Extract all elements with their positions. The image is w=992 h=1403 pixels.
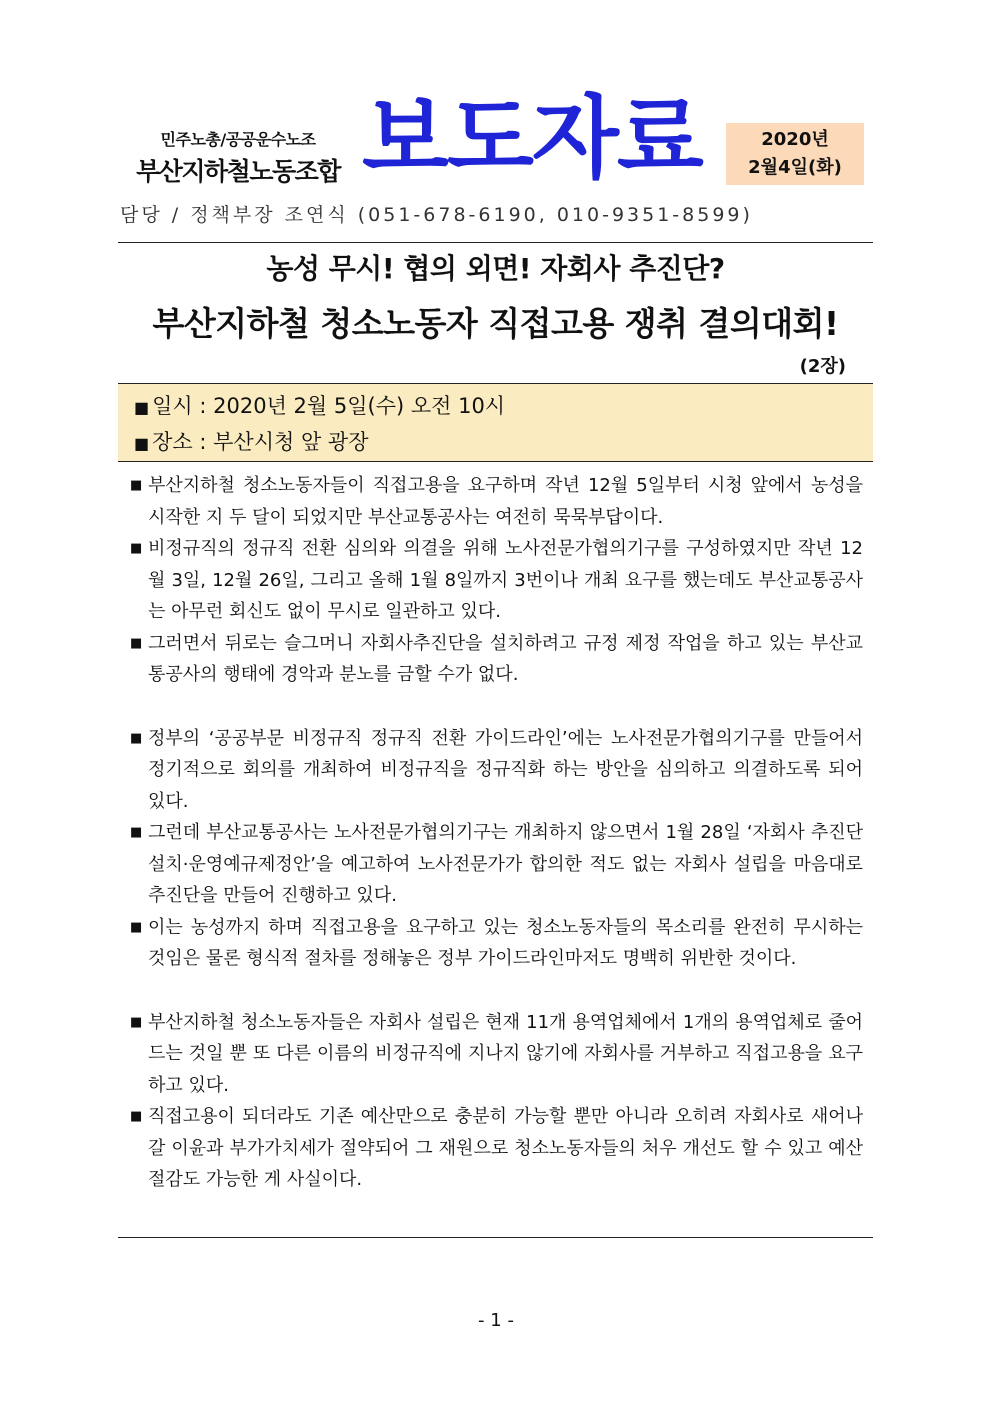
- org-affiliation: 민주노총/공공운수노조: [160, 130, 316, 149]
- list-item: [130, 1101, 863, 1196]
- square-bullet-icon: ■: [130, 825, 143, 840]
- square-bullet-icon: ■: [130, 1109, 143, 1124]
- list-item: [130, 1007, 863, 1102]
- square-bullet-icon: ■: [134, 434, 150, 453]
- paragraph-text: 이는 농성까지 하며 직접고용을 요구하고 있는 청소노동자들의 목소리를 완전히 무시하는 것임은 물론 형식적 절차를 정해놓은 정부 가이드라인마저도 명백히 위반한 것이다.: [148, 916, 863, 969]
- contact-info: 담당 / 정책부장 조연식 (051-678-6190, 010-9351-8599): [120, 204, 753, 226]
- body-text: [130, 470, 863, 1196]
- release-date-box: [726, 123, 864, 185]
- list-item: [130, 628, 863, 691]
- divider-top: [118, 242, 873, 243]
- release-year: 2020년: [761, 129, 829, 150]
- event-place: [134, 426, 368, 456]
- event-date: [134, 390, 505, 420]
- page-count: (2장): [799, 356, 846, 377]
- page-number: - 1 -: [478, 1310, 514, 1331]
- square-bullet-icon: ■: [130, 1014, 143, 1030]
- list-item: [130, 817, 863, 912]
- headline-line-2: 부산지하철 청소노동자 직접고용 쟁취 결의대회!: [152, 304, 839, 343]
- square-bullet-icon: ■: [130, 541, 143, 556]
- event-date-text: 일시 : 2020년 2월 5일(수) 오전 10시: [152, 394, 506, 418]
- list-item: [130, 912, 863, 975]
- header: [118, 86, 873, 195]
- square-bullet-icon: ■: [130, 919, 143, 935]
- list-item: [130, 723, 863, 818]
- paragraph-text: 부산지하철 청소노동자들은 자회사 설립은 현재 11개 용역업체에서 1개의 용역업체로 줄어드는 것일 뿐 또 다른 이름의 비정규직에 지나지 않기에 자회사를 거부하고 직접고용을 요구하고 있다.: [148, 1011, 863, 1096]
- square-bullet-icon: ■: [130, 478, 143, 493]
- paragraph-text: 그런데 부산교통공사는 노사전문가협의기구는 개최하지 않으면서 1월 28일 ‘자회사 추진단 설치·운영예규제정안’을 예고하여 노사전문가가 합의한 적도 없는 자회사 설립을 마음대로 추진단을 만들어 진행하고 있다.: [148, 822, 863, 906]
- paragraph-spacer: [130, 975, 863, 1007]
- paragraph-text: 그러면서 뒤로는 슬그머니 자회사추진단을 설치하려고 규정 제정 작업을 하고 있는 부산교통공사의 행태에 경악과 분노를 금할 수가 없다.: [148, 632, 863, 685]
- paragraph-text: 직접고용이 되더라도 기존 예산만으로 충분히 가능할 뿐만 아니라 오히려 자회사로 새어나갈 이윤과 부가가치세가 절약되어 그 재원으로 청소노동자들의 처우 개선도 할 수 있고 예산 절감도 가능한 게 사실이다.: [148, 1106, 863, 1190]
- list-item: [130, 470, 863, 533]
- org-name: 부산지하철노동조합: [136, 157, 340, 186]
- square-bullet-icon: ■: [130, 635, 143, 651]
- paragraph-text: 부산지하철 청소노동자들이 직접고용을 요구하며 작년 12월 5일부터 시청 앞에서 농성을 시작한 지 두 달이 되었지만 부산교통공사는 여전히 묵묵부답이다.: [148, 475, 863, 528]
- release-day: 2월4일(화): [748, 157, 842, 178]
- press-release-title: 보도자료: [362, 86, 702, 191]
- list-item: [130, 533, 863, 628]
- divider-bottom: [118, 1237, 873, 1238]
- event-place-text: 장소 : 부산시청 앞 광장: [152, 430, 369, 454]
- square-bullet-icon: ■: [130, 730, 143, 746]
- paragraph-text: 정부의 ‘공공부문 비정규직 정규직 전환 가이드라인’에는 노사전문가협의기구를 만들어서 정기적으로 회의를 개최하여 비정규직을 정규직화 하는 방안을 심의하고 의결하도록 되어 있다.: [148, 727, 863, 812]
- organization: [122, 127, 354, 188]
- event-info-box: [118, 383, 873, 462]
- square-bullet-icon: ■: [134, 398, 150, 417]
- paragraph-text: 비정규직의 정규직 전환 심의와 의결을 위해 노사전문가협의기구를 구성하였지만 작년 12월 3일, 12월 26일, 그리고 올해 1월 8일까지 3번이나 개최 요구를 했는데도 부산교통공사는 아무런 회신도 없이 무시로 일관하고 있다.: [148, 538, 863, 622]
- paragraph-spacer: [130, 691, 863, 723]
- headline-line-1: 농성 무시! 협의 외면! 자회사 추진단?: [266, 252, 725, 285]
